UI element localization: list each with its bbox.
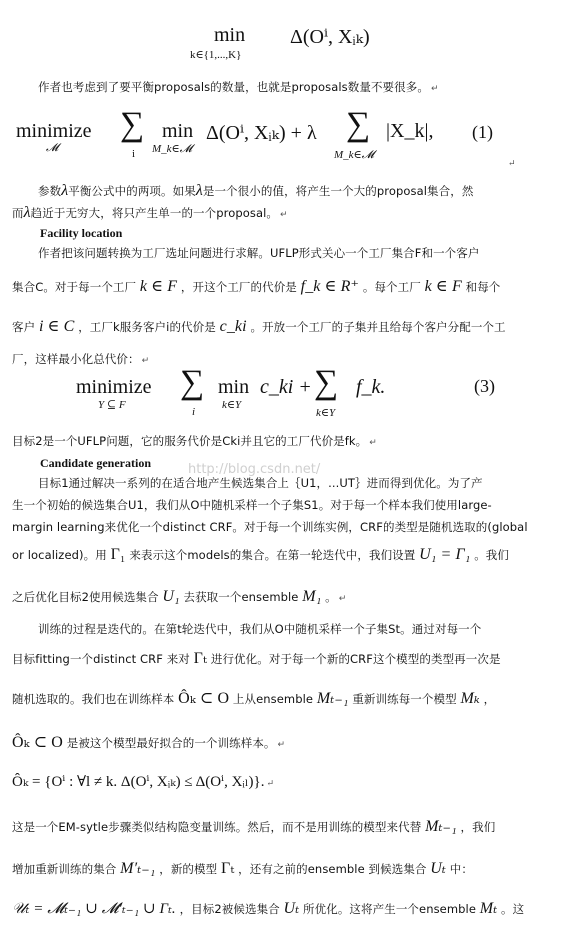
- eq3-minsub: k∈Y: [222, 399, 242, 411]
- text: 增加重新训练的集合: [12, 862, 117, 876]
- eq1-sumsub-2: M_k∈𝓜: [334, 149, 375, 161]
- math: f_k ∈ R⁺: [300, 278, 360, 295]
- text: 。每个工厂: [362, 280, 421, 294]
- paragraph-3-line-3: [12, 320, 506, 334]
- text: 是一个很小的值，将产生一个大的proposal集合，然: [202, 184, 474, 198]
- paragraph-mark: ↵: [280, 210, 288, 220]
- lambda-symbol: λ: [61, 182, 69, 199]
- paragraph-3-line-1: [38, 246, 479, 260]
- paragraph-6-line-3: [12, 692, 495, 706]
- paragraph-5-line-4: [12, 548, 509, 562]
- eq3-var: Y ⊆ F: [98, 399, 126, 411]
- eq3-sum-1: ∑: [180, 364, 205, 401]
- paragraph-mark: ↵: [338, 594, 347, 604]
- text: 上从ensemble: [232, 692, 314, 706]
- paragraph-2-line-1: [38, 184, 473, 198]
- paragraph-5-line-1: [38, 476, 483, 490]
- text: ，目标2被候选集合: [179, 902, 280, 916]
- text: 目标2是一个UFLP问题，它的服务代价是Cki并且它的工厂代价是fk。: [12, 434, 368, 448]
- paragraph-2-line-2: [12, 206, 288, 222]
- math: Mₜ₋₁: [425, 818, 457, 835]
- text: 之后优化目标2使用候选集合: [12, 590, 159, 604]
- math: Ôₖ ⊂ O: [178, 690, 230, 707]
- eq1-number: (1): [472, 122, 493, 142]
- eq1-minimize: minimize: [16, 120, 92, 142]
- equation-1: [16, 106, 556, 170]
- math: Mₜ: [479, 900, 498, 917]
- math: 𝒰ₜ = 𝓜ₜ₋₁ ∪ 𝓜′ₜ₋₁ ∪ Γₜ.: [12, 901, 176, 917]
- text: 去获取一个ensemble: [183, 590, 299, 604]
- text: 趋近于无穷大，将只产生单一的一个proposal。: [30, 206, 279, 220]
- paragraph-mark: ↵: [369, 438, 377, 448]
- text: 所优化。这将产生一个ensemble: [303, 902, 477, 916]
- text: 目标fitting一个distinct CRF 来对: [12, 652, 190, 666]
- eq1-sum-1: ∑: [120, 106, 145, 143]
- lambda-symbol: λ: [195, 182, 203, 199]
- eq1-term: Δ(Oⁱ, Xᵢₖ) + λ: [206, 122, 317, 144]
- paragraph-mark: ↵: [141, 356, 150, 366]
- paragraph-7-line-1: [12, 820, 495, 834]
- text: 目标1通过解决一系列的在适合地产生候选集合上｛U1，...UT｝进而得到优化。为了产: [38, 476, 483, 490]
- paragraph-5-line-2: [12, 498, 492, 512]
- math: i ∈ C: [38, 318, 75, 335]
- math: c_ki: [219, 318, 247, 335]
- text: 厂，这样最小化总代价：: [12, 352, 140, 366]
- eq3-sum-2: ∑: [314, 364, 339, 401]
- text: ，我们: [460, 820, 496, 834]
- text: 训练的过程是迭代的。在第t轮迭代中，我们从O中随机采样一个子集St。通过对每一个: [38, 622, 482, 636]
- text: 这是一个EM-sytle步骤类似结构隐变量训练。然后，而不是用训练的模型来代替: [12, 820, 422, 834]
- paragraph-4: [12, 434, 377, 450]
- text: ，: [483, 692, 496, 706]
- text: 重新训练每一个模型: [352, 692, 457, 706]
- paragraph-5-line-5: [12, 590, 346, 606]
- text: 客户: [12, 320, 36, 334]
- paragraph-mark: ↵: [277, 740, 286, 750]
- paragraph-1-text: 作者也考虑到了要平衡proposals的数量，也就是proposals数量不要很多。: [38, 80, 429, 94]
- eq3-sumsub-1: i: [192, 406, 196, 418]
- text: 随机选取的。我们也在训练样本: [12, 692, 175, 706]
- eq4-text: Ôₖ = {Oⁱ : ∀l ≠ k. Δ(Oⁱ, Xᵢₖ) ≤ Δ(Oⁱ, Xᵢₗ)}.: [12, 774, 265, 790]
- text: 进行优化。对于每一个新的CRF这个模型的类型再一次是: [210, 652, 501, 666]
- math: k ∈ F: [139, 278, 178, 295]
- paragraph-7-line-2: [12, 862, 473, 876]
- paragraph-6-line-4: [12, 736, 285, 752]
- text: ，还有之前的ensemble 到候选集合: [238, 862, 427, 876]
- paragraph-5-line-3: [12, 520, 528, 534]
- math: U₁: [162, 588, 180, 605]
- paragraph-mark: ↵: [508, 158, 516, 168]
- eq0-sub: k∈{1,...,K}: [190, 49, 242, 61]
- text: 。这: [501, 902, 525, 916]
- text: 来表示这个models的集合。在第一轮迭代中，我们设置: [129, 548, 416, 562]
- eq3-sumsub-2: k∈Y: [316, 407, 336, 419]
- heading-candidate-generation: Candidate generation: [40, 456, 151, 470]
- paragraph-1: [38, 80, 439, 96]
- math: Γₜ: [193, 650, 208, 667]
- eq0-min: min: [214, 24, 246, 46]
- text: 参数: [38, 184, 62, 198]
- math: U₁ = Γ₁: [419, 546, 471, 563]
- text: ，新的模型: [159, 862, 218, 876]
- math: Ôₖ ⊂ O: [12, 734, 63, 751]
- text: 而: [12, 206, 24, 220]
- eq3-minimize: minimize: [76, 376, 152, 398]
- text: 和每个: [465, 280, 501, 294]
- text: margin learning来优化一个distinct CRF。对于每一个训练实例，CRF的类型是随机选取的(global: [12, 520, 528, 534]
- lambda-symbol: λ: [23, 204, 31, 221]
- math: Uₜ: [430, 860, 446, 877]
- text: 是被这个模型最好拟合的一个训练样本。: [66, 736, 276, 750]
- text: 生一个初始的候选集合U1，我们从O中随机采样一个子集S1。对于每一个样本我们使用large-: [12, 498, 492, 512]
- eq1-minsub: M_k∈𝓜: [152, 143, 193, 155]
- eq3-c: c_ki +: [260, 376, 312, 398]
- paragraph-8-line-1: [12, 902, 524, 916]
- math: M₁: [302, 588, 322, 605]
- text: ，工厂k服务客户i的代价是: [78, 320, 216, 334]
- paragraph-3-line-2: [12, 280, 500, 294]
- paragraph-mark: ↵: [266, 778, 274, 788]
- eq3-number: (3): [474, 376, 495, 396]
- math: Uₜ: [283, 900, 300, 917]
- eq1-tail: |X_k|,: [386, 120, 434, 142]
- text: 。: [325, 590, 337, 604]
- eq1-var: 𝓜: [46, 142, 59, 154]
- eq0-expr: Δ(Oⁱ, Xᵢₖ): [290, 26, 370, 48]
- math: Mₖ: [460, 690, 480, 707]
- math: k ∈ F: [424, 278, 462, 295]
- eq3-f: f_k.: [356, 376, 386, 398]
- math: Γ₁: [110, 546, 126, 563]
- text: 。我们: [474, 548, 509, 562]
- heading-facility-location: Facility location: [40, 226, 123, 240]
- text: or localized)。用: [12, 548, 107, 562]
- eq1-sumsub-1: i: [132, 148, 136, 160]
- text: 。开放一个工厂的子集并且给每个客户分配一个工: [250, 320, 506, 334]
- text: 集合C。对于每一个工厂: [12, 280, 137, 294]
- eq1-min: min: [162, 120, 194, 142]
- equation-4: [12, 772, 274, 791]
- paragraph-6-line-1: [38, 622, 481, 636]
- eq1-sum-2: ∑: [346, 106, 371, 143]
- math: Γₜ: [220, 860, 235, 877]
- math: Mₜ₋₁: [316, 690, 349, 707]
- paragraph-mark: ↵: [430, 84, 439, 94]
- math: M′ₜ₋₁: [120, 860, 156, 877]
- text: ，开这个工厂的代价是: [180, 280, 297, 294]
- text: 作者把该问题转换为工厂选址问题进行求解。UFLP形式关心一个工厂集合F和一个客户: [38, 246, 480, 260]
- text: 中：: [449, 862, 473, 876]
- equation-argmin: [190, 10, 410, 68]
- text: 平衡公式中的两项。如果: [68, 184, 196, 198]
- eq3-min: min: [218, 376, 250, 398]
- watermark: http://blog.csdn.net/: [188, 462, 321, 477]
- equation-3: [76, 364, 516, 428]
- paragraph-6-line-2: [12, 652, 501, 666]
